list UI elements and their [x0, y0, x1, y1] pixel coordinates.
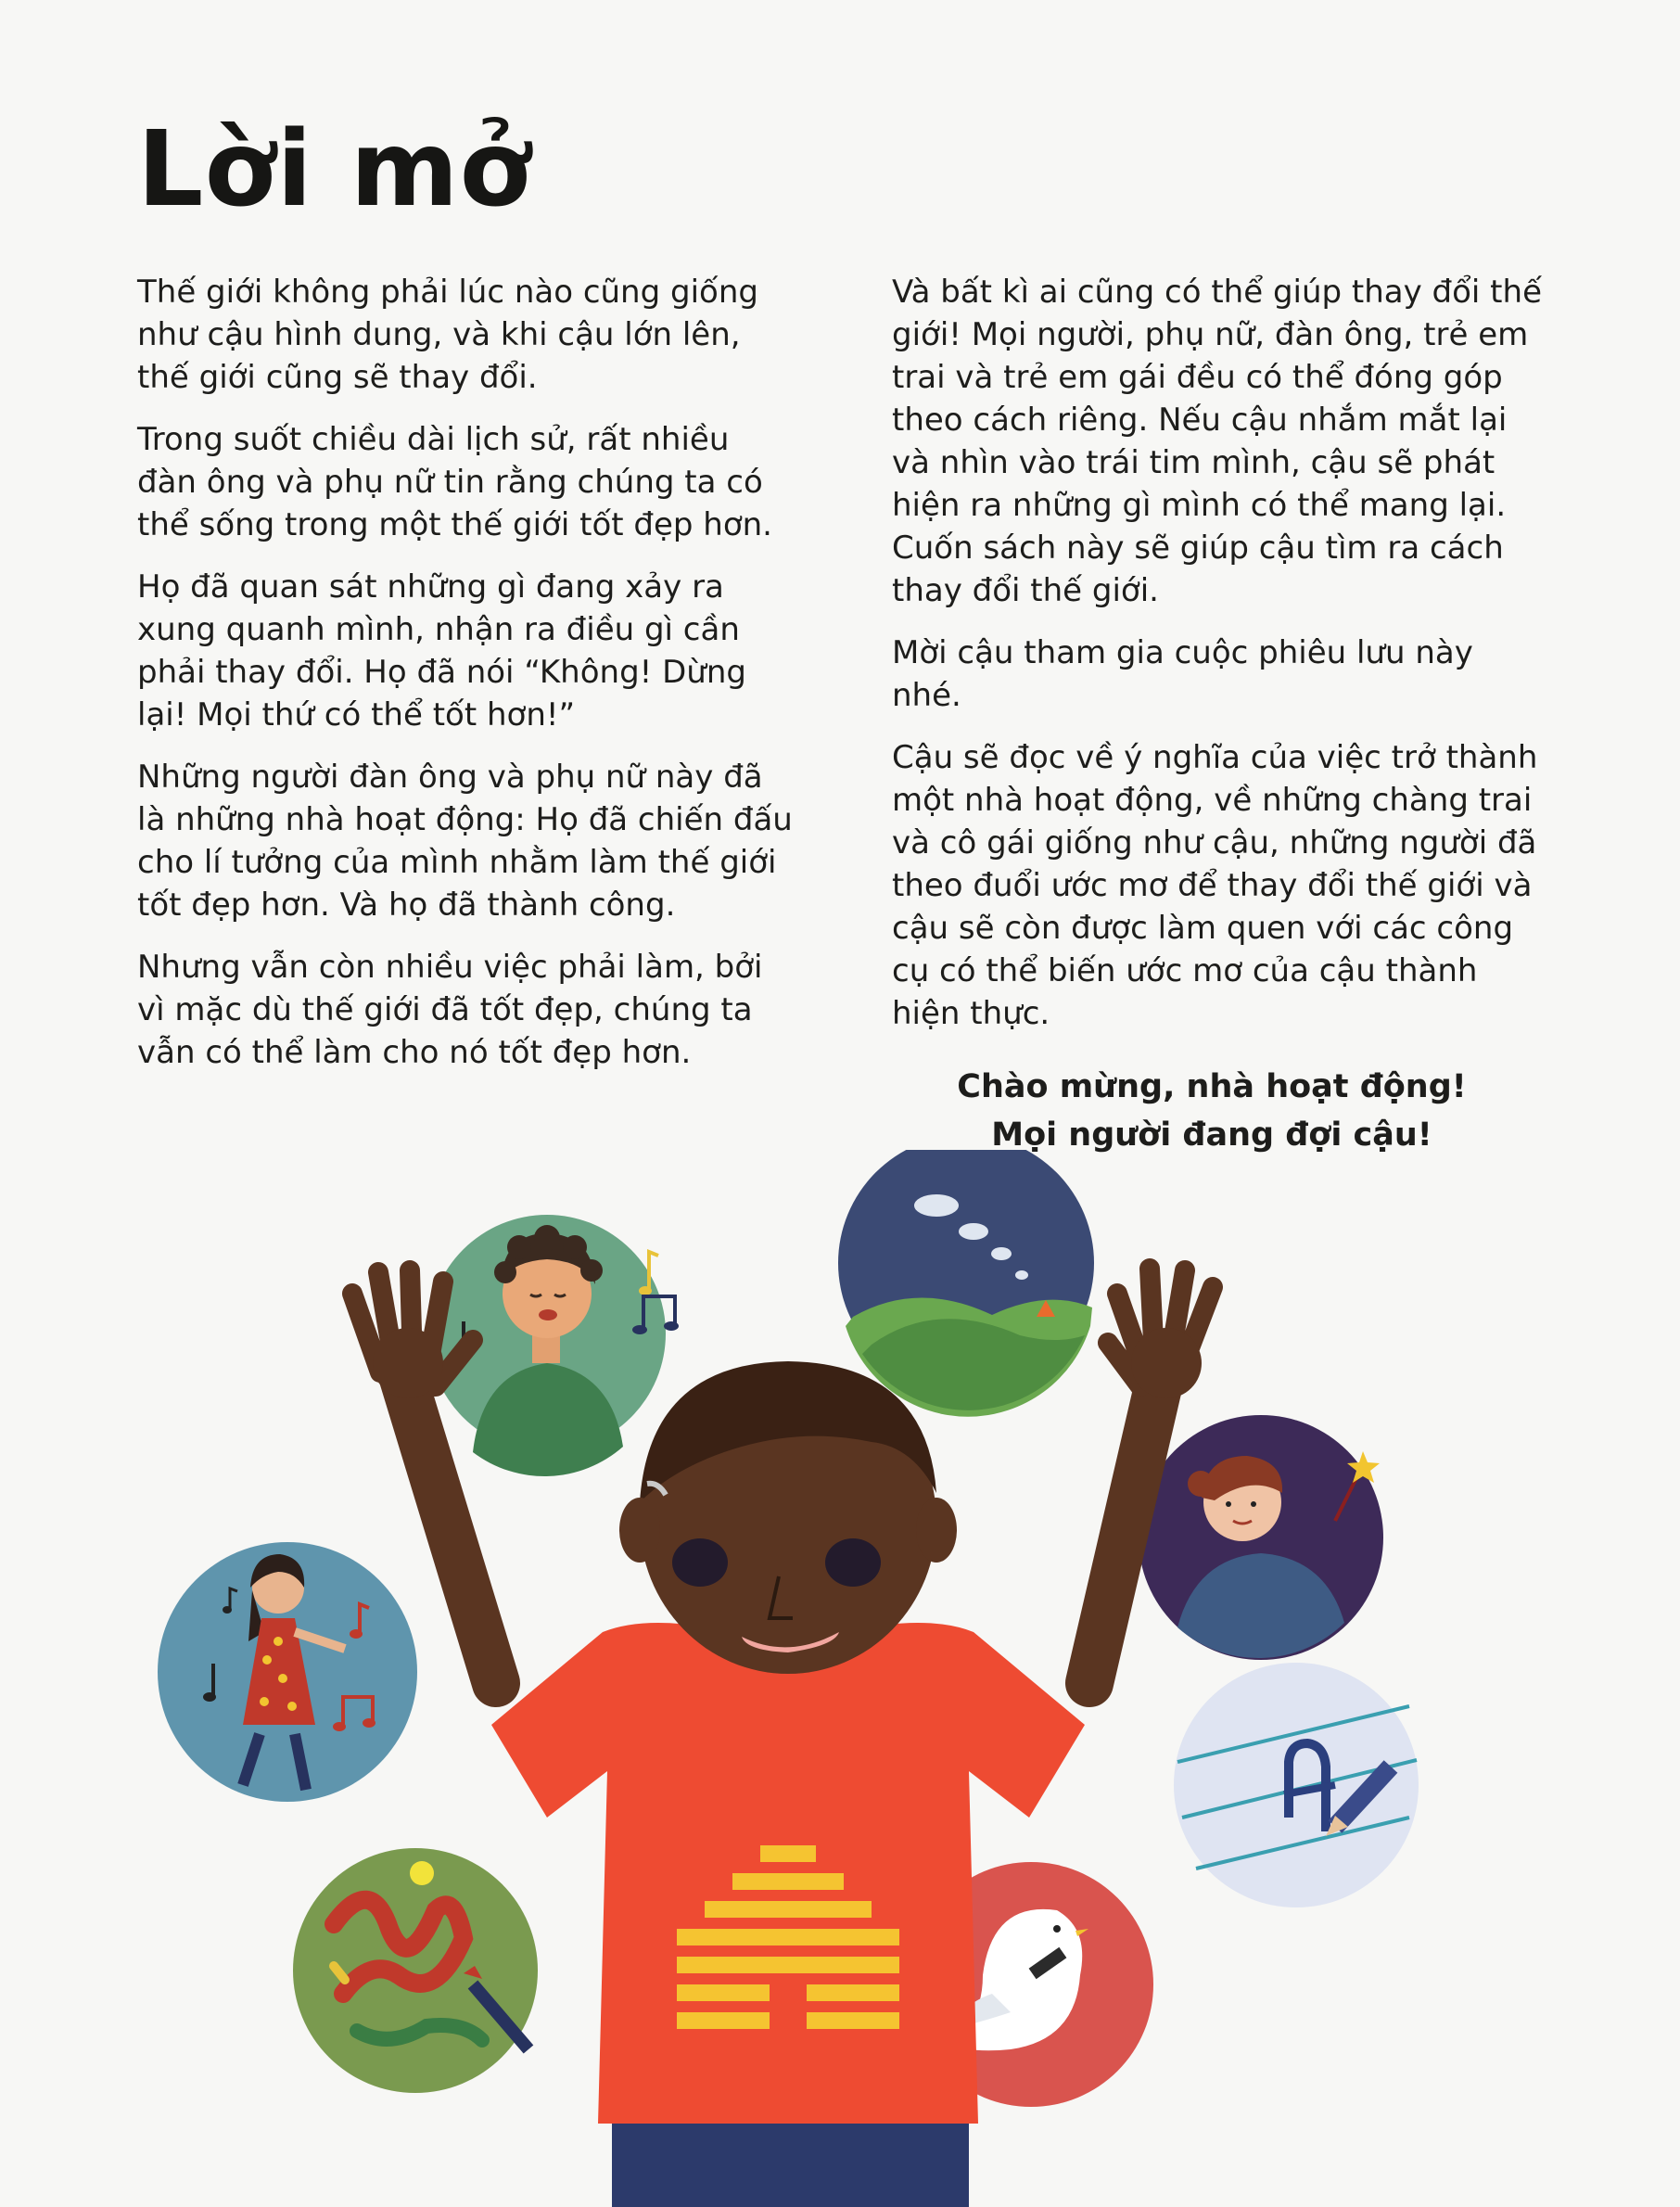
paragraph: Trong suốt chiều dài lịch sử, rất nhiều đàn ông và phụ nữ tin rằng chúng ta có thể sống trong một thế giới tốt đẹp hơn.	[137, 421, 772, 543]
closing-line-2: Mọi người đang đợi cậu!	[991, 1116, 1432, 1154]
dancing-girl-circle	[158, 1542, 417, 1802]
paragraph: Những người đàn ông và phụ nữ này đã là những nhà hoạt động: Họ đã chiến đấu cho lí tưởng của mình nhằm làm thế giới tốt đẹp hơn. Và họ đã thành công.	[137, 759, 793, 924]
magic-girl-circle	[1139, 1415, 1383, 1660]
paragraph: Mời cậu tham gia cuộc phiêu lưu này nhé.	[892, 634, 1473, 714]
right-column	[892, 271, 1552, 1159]
campfire-night-circle	[838, 1150, 1094, 1417]
paragraph: Và bất kì ai cũng có thể giúp thay đổi thế giới! Mọi người, phụ nữ, đàn ông, trẻ em trai và trẻ em gái đều có thể đóng góp theo cách riêng. Nếu cậu nhắm mắt lại và nhìn vào trái tim mình, cậu sẽ phát hiện ra những gì mình có thể mang lại. Cuốn sách này sẽ giúp cậu tìm ra cách thay đổi thế giới.	[892, 274, 1542, 609]
painting-circle	[293, 1848, 538, 2093]
illustration	[0, 1150, 1680, 2207]
paragraph: Thế giới không phải lúc nào cũng giống như cậu hình dung, và khi cậu lớn lên, thế giới cũng sẽ thay đổi.	[137, 274, 758, 396]
writing-circle	[1174, 1663, 1419, 1907]
paragraph: Họ đã quan sát những gì đang xảy ra xung quanh mình, nhận ra điều gì cần phải thay đổi. Họ đã nói “Không! Dừng lại! Mọi thứ có thể tốt hơn!”	[137, 568, 746, 734]
closing-message	[892, 1063, 1532, 1159]
paragraph: Cậu sẽ đọc về ý nghĩa của việc trở thành một nhà hoạt động, về những chàng trai và cô gái giống như cậu, những người đã theo đuổi ước mơ để thay đổi thế giới và cậu sẽ còn được làm quen với các công cụ có thể biến ước mơ của cậu thành hiện thực.	[892, 739, 1538, 1032]
paragraph: Nhưng vẫn còn nhiều việc phải làm, bởi vì mặc dù thế giới đã tốt đẹp, chúng ta vẫn có thể làm cho nó tốt đẹp hơn.	[137, 949, 763, 1071]
closing-line-1: Chào mừng, nhà hoạt động!	[957, 1068, 1467, 1105]
left-column	[137, 271, 797, 1093]
page-title: Lời mở	[137, 109, 532, 230]
